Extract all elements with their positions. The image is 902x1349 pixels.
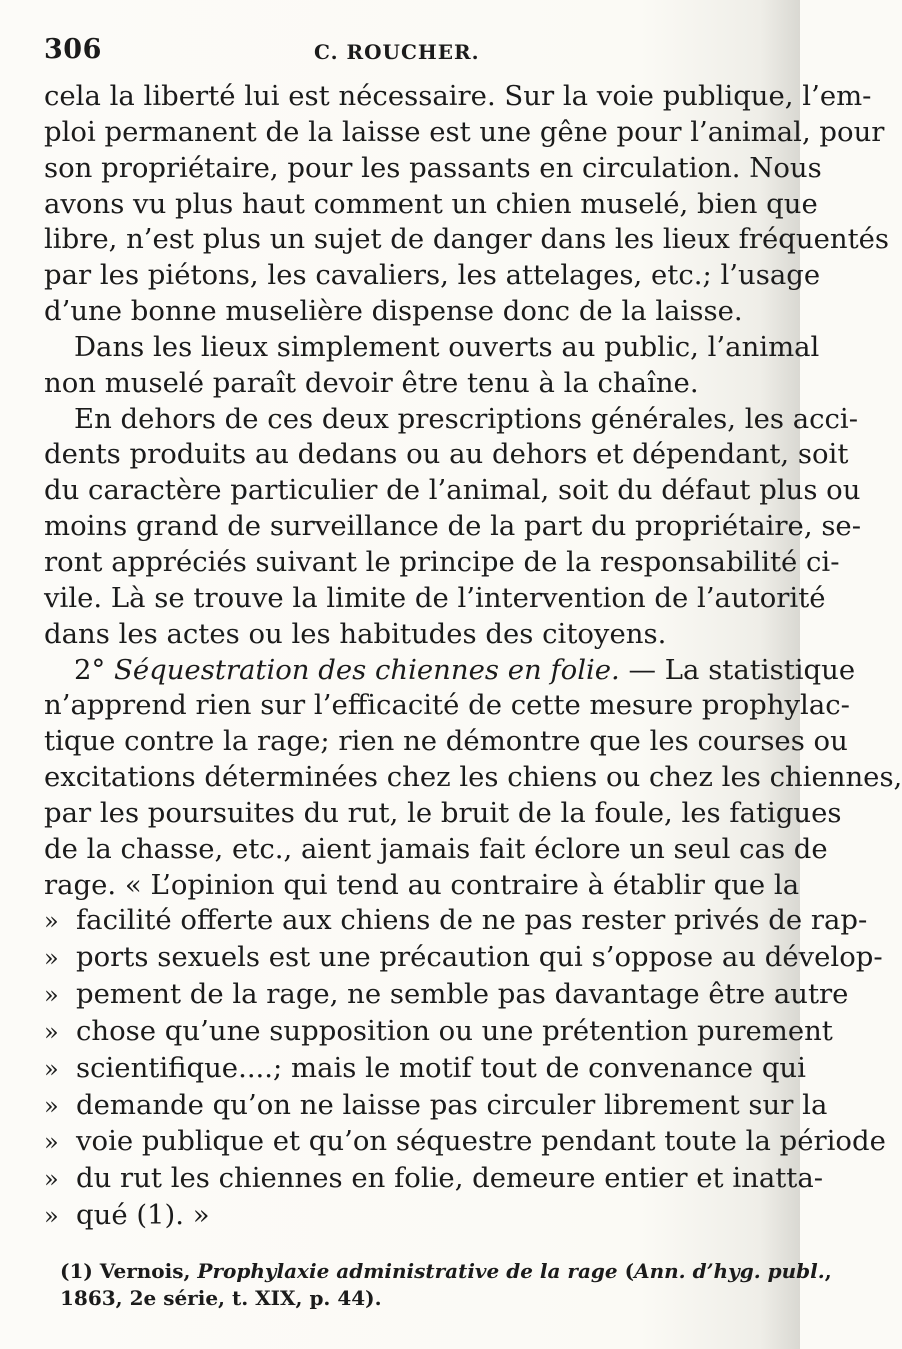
text-line: vile. Là se trouve la limite de l’intervention de l’autorité xyxy=(44,581,826,614)
quote-line: » demande qu’on ne laisse pas circuler librement sur la xyxy=(44,1088,766,1125)
quote-line: » pement de la rage, ne semble pas davantage être autre xyxy=(44,977,766,1014)
quote-mark: » xyxy=(44,1054,59,1083)
section-dash: — xyxy=(628,653,657,686)
text-line: du caractère particulier de l’animal, soit du défaut plus ou xyxy=(44,474,861,507)
footnote-marker: (1) Vernois, xyxy=(60,1259,191,1283)
section-number: 2° xyxy=(74,653,106,686)
text-line: moins grand de surveillance de la part du propriétaire, se- xyxy=(44,510,861,543)
text-line: d’une bonne muselière dispense donc de la laisse. xyxy=(44,295,743,328)
text-line: ront appréciés suivant le principe de la responsabilité ci- xyxy=(44,545,840,578)
footnote-line: 1863, 2e série, t. XIX, p. 44). xyxy=(60,1286,382,1310)
text-line: dans les actes ou les habitudes des citoyens. xyxy=(44,617,667,650)
section-title: Séquestration des chiennes en folie. xyxy=(114,653,620,686)
page-number: 306 xyxy=(44,34,102,65)
quote-line: » du rut les chiennes en folie, demeure entier et inatta- xyxy=(44,1161,766,1198)
text-line: excitations déterminées chez les chiens ou chez les chiennes, xyxy=(44,761,902,794)
quote-mark: » xyxy=(44,1202,59,1231)
footnote-line: (1) Vernois, Prophylaxie administrative de la rage (Ann. d’hyg. publ., xyxy=(60,1259,832,1283)
running-head: C. ROUCHER. xyxy=(314,40,480,64)
quote-mark: » xyxy=(44,1091,59,1120)
page-header xyxy=(44,34,756,74)
text-line: par les piétons, les cavaliers, les attelages, etc.; l’usage xyxy=(44,259,821,292)
quote-line: » chose qu’une supposition ou une prétention purement xyxy=(44,1014,766,1051)
text-line: avons vu plus haut comment un chien muselé, bien que xyxy=(44,187,818,220)
quote-mark: » xyxy=(44,1128,59,1157)
text-line: ploi permanent de la laisse est une gêne pour l’animal, pour xyxy=(44,115,885,148)
quote-mark: » xyxy=(44,907,59,936)
text-line: de la chasse, etc., aient jamais fait éclore un seul cas de xyxy=(44,832,828,865)
footnote xyxy=(60,1258,832,1312)
text-line: n’apprend rien sur l’efficacité de cette mesure prophylac- xyxy=(44,689,850,722)
quote-mark: » xyxy=(44,944,59,973)
quote-mark: » xyxy=(44,1165,59,1194)
text-line: rage. « L’opinion qui tend au contraire à établir que la xyxy=(44,868,800,901)
quote-line: » scientifique....; mais le motif tout de convenance qui xyxy=(44,1051,766,1088)
text-line: libre, n’est plus un sujet de danger dans les lieux fréquentés xyxy=(44,223,890,256)
text-line: En dehors de ces deux prescriptions générales, les acci- xyxy=(74,402,858,435)
text-line: non muselé paraît devoir être tenu à la chaîne. xyxy=(44,366,699,399)
body-text xyxy=(44,79,902,1235)
quote-line: » voie publique et qu’on séquestre pendant toute la période xyxy=(44,1124,766,1161)
text-line: par les poursuites du rut, le bruit de la foule, les fatigues xyxy=(44,796,842,829)
footnote-source: Ann. d’hyg. publ. xyxy=(634,1259,825,1283)
quote-line: » facilité offerte aux chiens de ne pas rester privés de rap- xyxy=(44,903,766,940)
text-line: son propriétaire, pour les passants en circulation. Nous xyxy=(44,151,822,184)
quote-mark: » xyxy=(44,981,59,1010)
quote-line: » ports sexuels est une précaution qui s’oppose au dévelop- xyxy=(44,940,766,977)
text-line: cela la liberté lui est nécessaire. Sur la voie publique, l’em- xyxy=(44,80,872,112)
section-continuation: La statistique xyxy=(664,653,856,686)
footnote-title: Prophylaxie administrative de la rage xyxy=(197,1259,618,1283)
quote-mark: » xyxy=(44,1017,59,1046)
quote-line: » qué (1). » xyxy=(44,1198,766,1235)
section-heading xyxy=(44,653,856,689)
text-line: tique contre la rage; rien ne démontre que les courses ou xyxy=(44,725,848,758)
text-line: Dans les lieux simplement ouverts au public, l’animal xyxy=(74,330,820,363)
text-line: dents produits au dedans ou au dehors et dépendant, soit xyxy=(44,438,849,471)
